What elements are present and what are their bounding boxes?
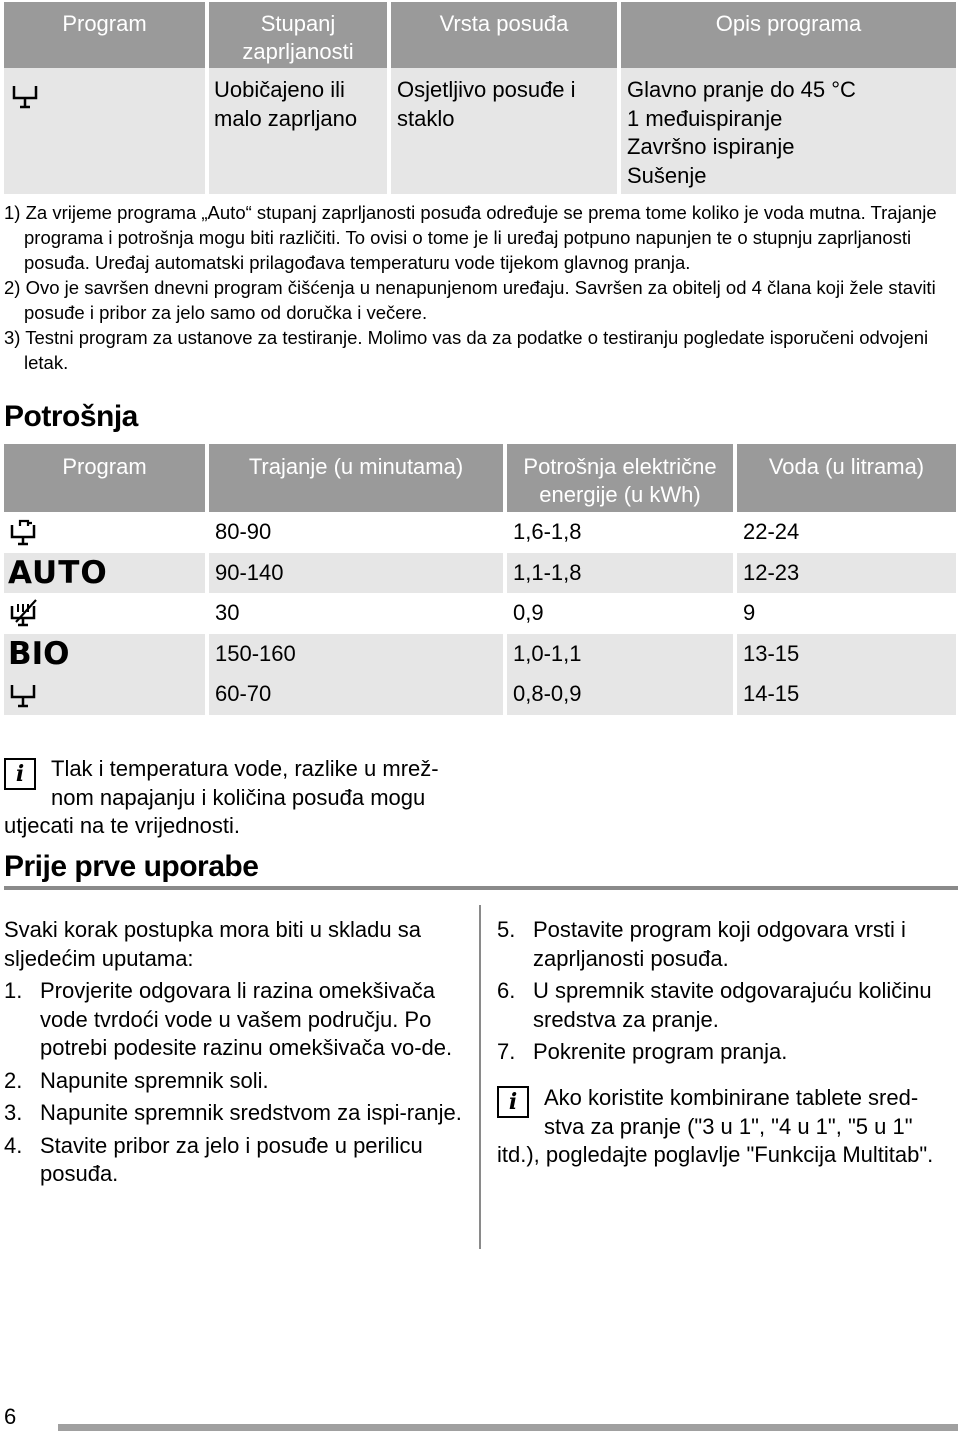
info-note-line: utjecati na te vrijednosti.: [4, 813, 241, 838]
water-cell: 14-15: [737, 674, 956, 715]
info-icon: i: [497, 1086, 529, 1118]
list-item: [497, 1038, 959, 1067]
energy-cell: 1,0-1,1: [507, 634, 737, 675]
step-text: Napunite spremnik sredstvom za ispi-ranje.: [40, 1100, 462, 1125]
program-cell: [4, 553, 209, 594]
list-item: [4, 1099, 470, 1128]
steps-list: [497, 916, 959, 1067]
dish-type-cell: [391, 68, 621, 194]
table-header-row: [4, 444, 956, 512]
consumption-table: [4, 444, 956, 715]
description-line: Završno ispiranje: [627, 134, 795, 159]
description-line: 1 međuispiranje: [627, 105, 783, 131]
duration-cell: 90-140: [209, 553, 507, 594]
step-number: 7.: [497, 1039, 516, 1064]
bio-program-icon: BIO: [8, 635, 70, 672]
footnote-2: 2) Ovo je savršen dnevni program čišćenja u nenapunjenom uređaju. Savršen za obitelj od 4 člana koji žele staviti posuđe i pribor za jelo samo od doručka i večere.: [4, 277, 936, 323]
step-number: 2.: [4, 1067, 23, 1093]
info-note: [497, 1084, 959, 1170]
header-program: Program: [4, 444, 209, 512]
description-line: Sušenje: [627, 162, 707, 188]
footer-bar: [58, 1424, 958, 1431]
table-row: [4, 634, 956, 675]
table-row: [4, 674, 956, 715]
soil-level-line: Uobičajeno ili: [214, 77, 345, 102]
info-note-line: Ako koristite kombinirane tablete sred-: [544, 1085, 919, 1110]
program-cell: [4, 593, 209, 634]
dish-rack-icon: [12, 80, 38, 118]
duration-cell: 60-70: [209, 674, 507, 715]
duration-cell: 150-160: [209, 634, 507, 675]
quick-wash-icon: [8, 598, 42, 628]
header-duration: Trajanje (u minutama): [209, 444, 507, 512]
table-row: [4, 512, 956, 553]
step-text: U spremnik stavite odgovarajuću količinu sredstva za pranje.: [533, 978, 932, 1032]
info-note-line: Tlak i temperatura vode, razlike u mrež-: [51, 756, 439, 781]
step-text: Postavite program koji odgovara vrsti i zaprljanosti posuđa.: [533, 917, 906, 971]
program-description-table: [4, 2, 956, 194]
section-title-consumption: Potrošnja: [4, 400, 138, 433]
program-cell: [4, 68, 209, 194]
step-number: 1.: [4, 978, 23, 1003]
dish-rack-icon: [8, 679, 42, 709]
header-energy: Potrošnja električne energije (u kWh): [507, 444, 737, 512]
water-cell: 13-15: [737, 634, 956, 675]
energy-cell: 1,6-1,8: [507, 512, 737, 553]
steps-right-column: [497, 916, 959, 1071]
header-dish-type: Vrsta posuđa: [391, 2, 621, 68]
energy-cell: 0,8-0,9: [507, 674, 737, 715]
list-item: [4, 1132, 470, 1189]
header-program-description: Opis programa: [621, 2, 956, 68]
steps-left-column: [4, 916, 470, 1193]
step-number: 6.: [497, 978, 516, 1003]
duration-cell: 80-90: [209, 512, 507, 553]
step-number: 3.: [4, 1100, 23, 1125]
table-row: [4, 593, 956, 634]
column-divider: [479, 905, 481, 1249]
step-text: Stavite pribor za jelo i posuđe u perilicu posuđa.: [40, 1132, 423, 1186]
step-text: Pokrenite program pranja.: [533, 1039, 788, 1064]
pot-rack-icon: [8, 517, 42, 547]
footnote-1: 1) Za vrijeme programa „Auto“ stupanj zaprljanosti posuđa određuje se prema tome koliko je voda mutna. Trajanje programa i potrošnja mogu biti različiti. To ovisi o tome je li uređaj potpuno napunjen te o stupnju zaprljanosti posuđa. Uređaj automatski prilagođava temperaturu vode tijekom glavnog pranja.: [4, 202, 937, 273]
description-cell: [621, 68, 956, 194]
soil-level-cell: [209, 68, 391, 194]
water-cell: 12-23: [737, 553, 956, 594]
water-cell: 9: [737, 593, 956, 634]
section-divider: [4, 886, 958, 890]
info-note-line: itd.), pogledajte poglavlje "Funkcija Multitab".: [497, 1142, 934, 1167]
header-program: Program: [4, 2, 209, 68]
list-item: [4, 977, 470, 1063]
table-row: [4, 68, 956, 194]
dish-type-line: Osjetljivo posuđe i: [397, 77, 576, 102]
info-note-line: stva za pranje ("3 u 1", "4 u 1", "5 u 1": [544, 1113, 913, 1139]
steps-list: [4, 977, 470, 1189]
info-note-line: nom napajanju i količina posuđa mogu: [51, 784, 426, 810]
program-cell: [4, 634, 209, 675]
header-water: Voda (u litrama): [737, 444, 956, 512]
section-title-first-use: Prije prve uporabe: [4, 850, 259, 883]
energy-cell: 0,9: [507, 593, 737, 634]
step-number: 5.: [497, 917, 516, 942]
soil-level-line: malo zaprljano: [214, 105, 358, 131]
dish-type-line: staklo: [397, 105, 455, 131]
list-item: [497, 977, 959, 1034]
duration-cell: 30: [209, 593, 507, 634]
table-row: [4, 553, 956, 594]
info-icon: i: [4, 758, 36, 790]
page-number: 6: [4, 1404, 17, 1429]
description-line: Glavno pranje do 45 °C: [627, 77, 856, 102]
list-item: [497, 916, 959, 973]
program-cell: [4, 512, 209, 553]
footnotes: [4, 200, 958, 375]
list-item: [4, 1067, 470, 1096]
energy-cell: 1,1-1,8: [507, 553, 737, 594]
step-text: Provjerite odgovara li razina omekšivača vode tvrdoći vode u vašem području. Po potrebi podesite razinu omekšivača vo-de.: [40, 978, 453, 1060]
step-number: 4.: [4, 1132, 23, 1158]
program-cell: [4, 674, 209, 715]
water-cell: 22-24: [737, 512, 956, 553]
auto-program-icon: AUTO: [8, 554, 108, 591]
info-note: [4, 755, 474, 841]
step-text: Napunite spremnik soli.: [40, 1067, 269, 1093]
table-header-row: [4, 2, 956, 68]
footnote-3: 3) Testni program za ustanove za testiranje. Molimo vas da za podatke o testiranju pogledate isporučeni odvojeni letak.: [4, 327, 929, 373]
header-soil-level: Stupanj zaprljanosti: [209, 2, 391, 68]
intro-text: Svaki korak postupka mora biti u skladu sa sljedećim uputama:: [4, 917, 421, 971]
